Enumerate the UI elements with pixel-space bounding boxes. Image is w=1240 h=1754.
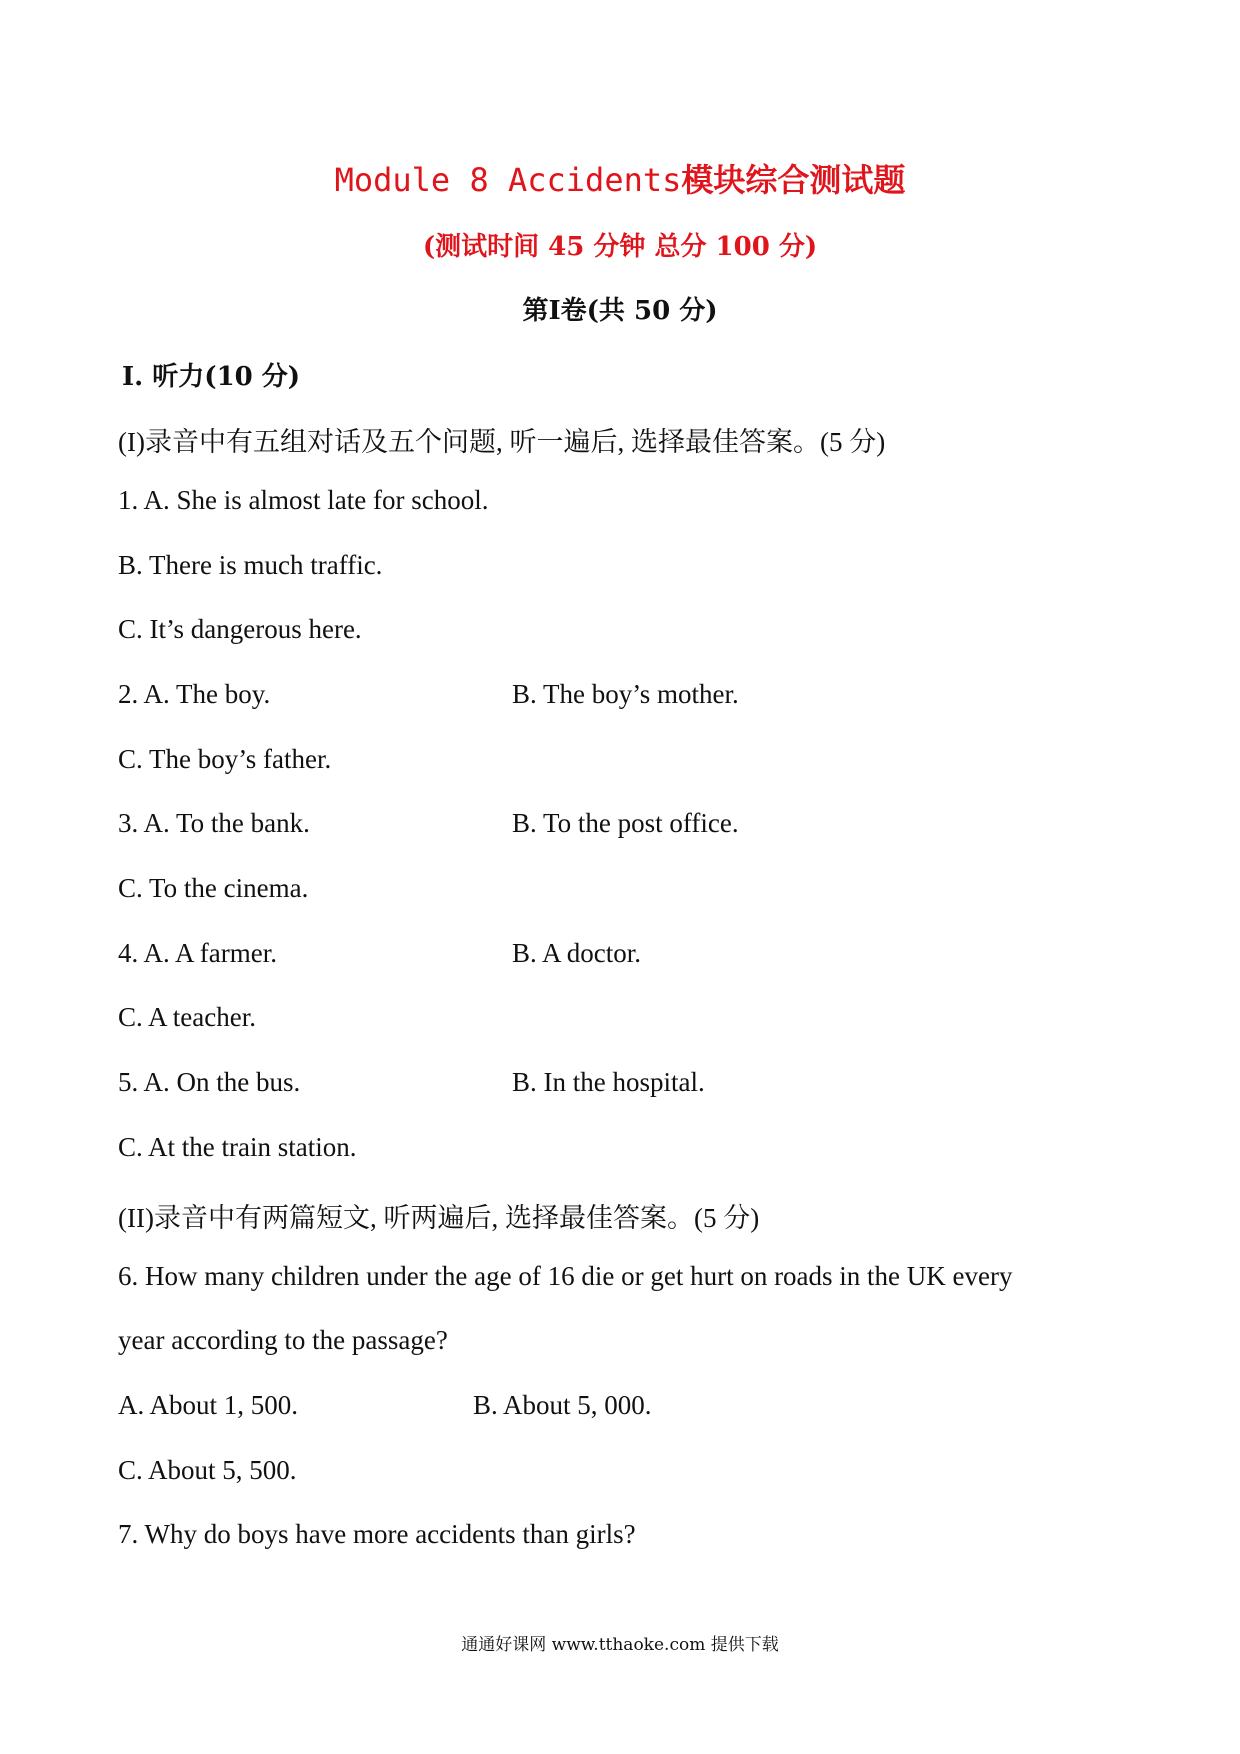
- page-subtitle: (测试时间 45 分钟 总分 100 分): [422, 232, 818, 262]
- q2-option-a: 2. A. The boy.: [118, 679, 271, 709]
- q7-stem: 7. Why do boys have more accidents than girls?: [118, 1519, 636, 1549]
- part2-instruction: (II)录音中有两篇短文, 听两遍后, 选择最佳答案。(5 分): [118, 1203, 760, 1233]
- q4-option-b: B. A doctor.: [512, 938, 642, 968]
- q5-option-c: C. At the train station.: [118, 1132, 357, 1162]
- title-english: Module 8 Accidents: [334, 161, 682, 199]
- q1-option-b: B. There is much traffic.: [118, 550, 383, 580]
- page-footer: 通通好课网 www.tthaoke.com 提供下载: [461, 1635, 779, 1655]
- q3-option-a: 3. A. To the bank.: [118, 808, 310, 838]
- q2-option-b: B. The boy’s mother.: [512, 679, 739, 709]
- q6-option-a: A. About 1, 500.: [118, 1390, 299, 1420]
- part1-instruction: (I)录音中有五组对话及五个问题, 听一遍后, 选择最佳答案。(5 分): [118, 427, 886, 457]
- q4-option-c: C. A teacher.: [118, 1002, 256, 1032]
- q6-stem-line1: 6. How many children under the age of 16 die or get hurt on roads in the UK every: [118, 1261, 1013, 1291]
- q5-option-b: B. In the hospital.: [512, 1067, 705, 1097]
- page-title: [0, 155, 1240, 201]
- q6-option-b: B. About 5, 000.: [473, 1390, 652, 1420]
- q6-option-c: C. About 5, 500.: [118, 1455, 297, 1485]
- section-heading: Ⅰ. 听力(10 分): [122, 362, 301, 392]
- q3-option-c: C. To the cinema.: [118, 873, 309, 903]
- part-heading: 第Ⅰ卷(共 50 分): [522, 296, 718, 326]
- q5-option-a: 5. A. On the bus.: [118, 1067, 301, 1097]
- title-chinese: 模块综合测试题: [681, 161, 906, 199]
- q1-option-c: C. It’s dangerous here.: [118, 614, 362, 644]
- q2-option-c: C. The boy’s father.: [118, 744, 332, 774]
- q1-option-a: 1. A. She is almost late for school.: [118, 485, 489, 515]
- q6-stem-line2: year according to the passage?: [118, 1325, 448, 1355]
- q3-option-b: B. To the post office.: [512, 808, 739, 838]
- q4-option-a: 4. A. A farmer.: [118, 938, 277, 968]
